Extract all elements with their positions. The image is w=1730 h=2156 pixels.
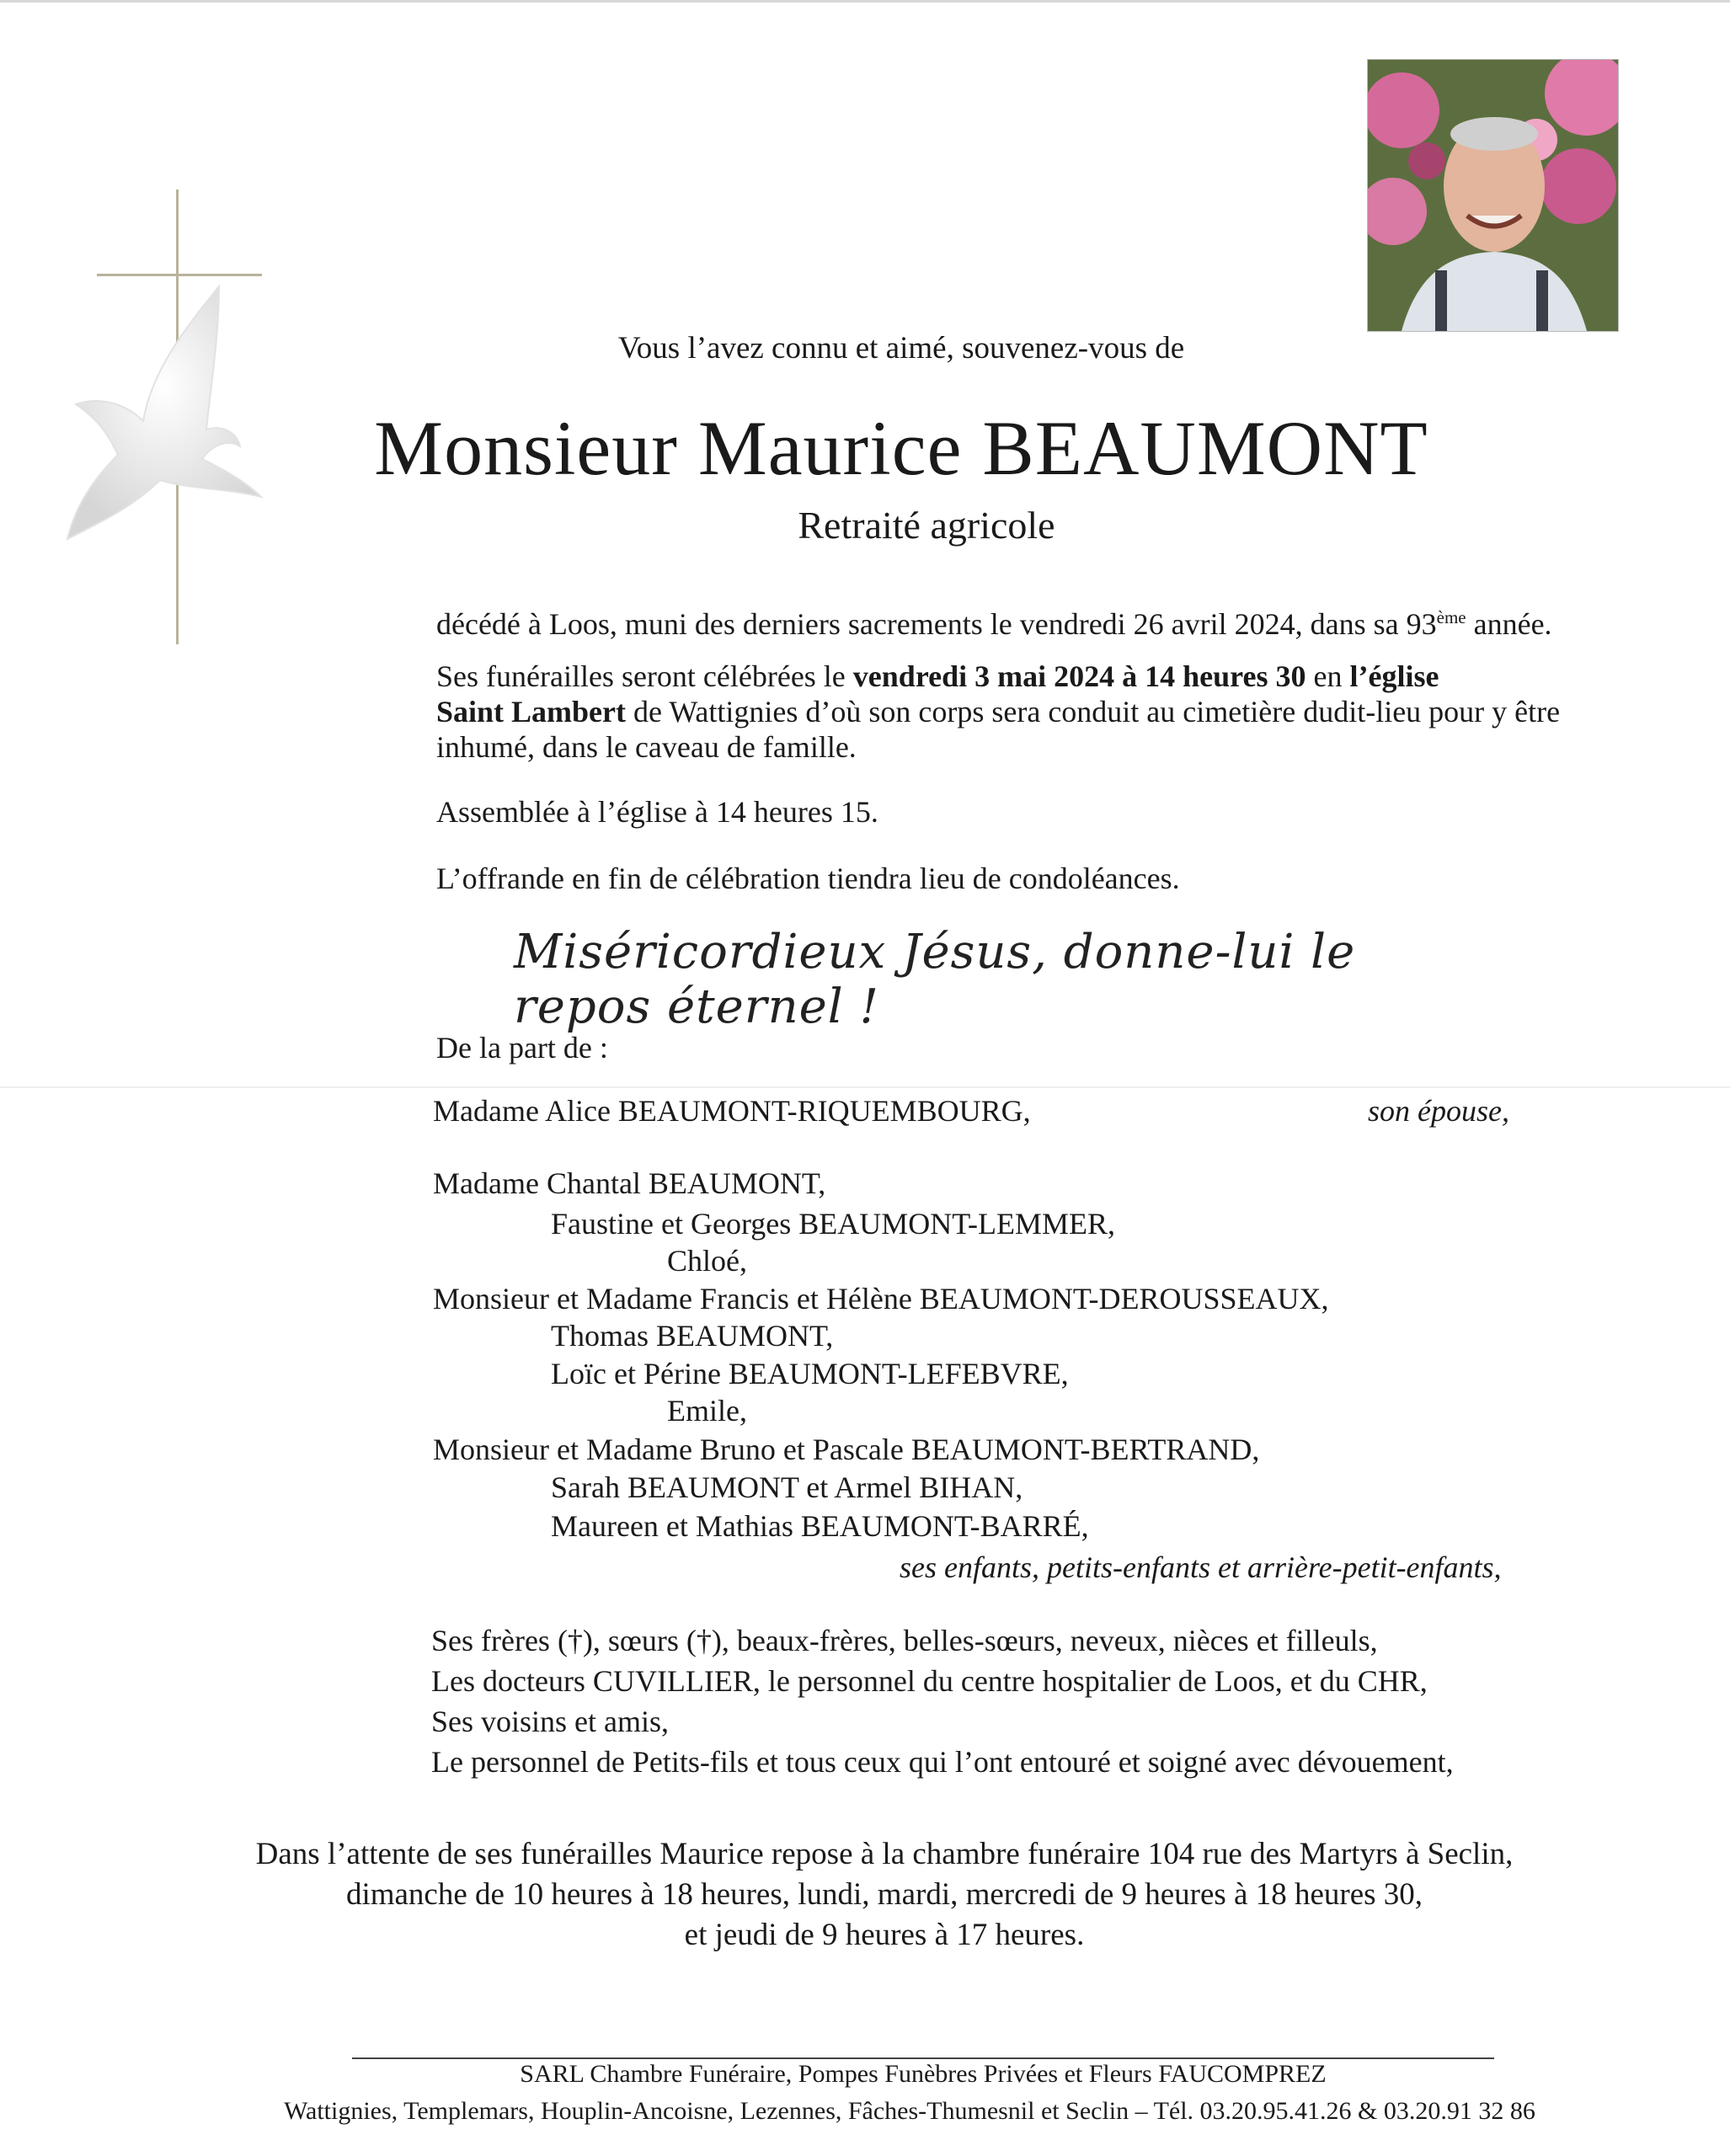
visitation-info: Dans l’attente de ses funérailles Maurice repose à la chambre funéraire 104 rue des Martyrs à Seclin, dimanche de 10 heures à 18 heures, lundi, mardi, mercredi de 9 heures à 18 heures 30, et jeudi de 9 heures à 17 heures. (255, 1837, 1514, 1952)
list-item: Les docteurs CUVILLIER, le personnel du centre hospitalier de Loos, et du CHR, (431, 1664, 1428, 1698)
other-relatives (431, 1620, 1695, 1782)
family-member: Maureen et Mathias BEAUMONT-BARRÉ, (551, 1509, 1089, 1543)
top-border (0, 0, 1730, 3)
list-item: Ses frères (†), sœurs (†), beaux-frères, belles-sœurs, neveux, nièces et filleuls, (431, 1624, 1378, 1657)
funeral-details: Ses funérailles seront célébrées le vendredi 3 mai 2024 à 14 heures 30 en l’église Saint Lambert de Wattignies d’où son corps sera conduit au cimetière dudit-lieu pour y être inhumé, dans le caveau de famille. (436, 659, 1561, 764)
family-member: Thomas BEAUMONT, (551, 1319, 834, 1353)
list-item: Le personnel de Petits-fils et tous ceux qui l’ont entouré et soigné avec dévouement, (431, 1745, 1454, 1779)
children-role: ses enfants, petits-enfants et arrière-petit-enfants, (900, 1550, 1502, 1584)
intro-line: Vous l’avez connu et aimé, souvenez-vous de (617, 331, 1185, 366)
family-member: Faustine et Georges BEAUMONT-LEMMER, (551, 1207, 1115, 1241)
footer-rule (352, 2057, 1494, 2059)
prayer-line: Miséricordieux Jésus, donne-lui le repos éternel ! (514, 925, 1356, 1034)
portrait-photo (1367, 59, 1619, 332)
footer-company: SARL Chambre Funéraire, Pompes Funèbres Privées et Fleurs FAUCOMPREZ (520, 2060, 1327, 2088)
family-member: Madame Alice BEAUMONT-RIQUEMBOURG, (433, 1094, 1031, 1128)
family-member: Sarah BEAUMONT et Armel BIHAN, (551, 1470, 1023, 1504)
spouse-role: son épouse, (1368, 1094, 1509, 1128)
deceased-name: Monsieur Maurice BEAUMONT (374, 405, 1428, 491)
list-item: Ses voisins et amis, (431, 1705, 670, 1738)
family-member: Monsieur et Madame Francis et Hélène BEAUMONT-DEROUSSEAUX, (433, 1282, 1329, 1315)
occupation: Retraité agricole (798, 504, 1055, 547)
offering-note: L’offrande en fin de célébration tiendra lieu de condoléances. (436, 862, 1180, 895)
family-member: Monsieur et Madame Bruno et Pascale BEAUMONT-BERTRAND, (433, 1433, 1260, 1466)
family-member: Madame Chantal BEAUMONT, (433, 1166, 826, 1200)
footer-locations-phone: Wattignies, Templemars, Houplin-Ancoisne, Lezennes, Fâches-Thumesnil et Seclin – Tél. 03.20.95.41.26 & 03.20.91 32 86 (284, 2097, 1535, 2125)
fold-line (0, 1086, 1730, 1088)
family-member: Chloé, (667, 1244, 747, 1278)
family-member: Loïc et Périne BEAUMONT-LEFEBVRE, (551, 1357, 1069, 1390)
assembly-time: Assemblée à l’église à 14 heures 15. (436, 795, 878, 829)
from-label: De la part de : (436, 1031, 608, 1065)
family-member: Emile, (667, 1394, 747, 1428)
dove-icon (59, 278, 278, 556)
cross-horizontal (97, 274, 262, 276)
death-notice: décédé à Loos, muni des derniers sacrements le vendredi 26 avril 2024, dans sa 93ème année. (436, 607, 1552, 641)
